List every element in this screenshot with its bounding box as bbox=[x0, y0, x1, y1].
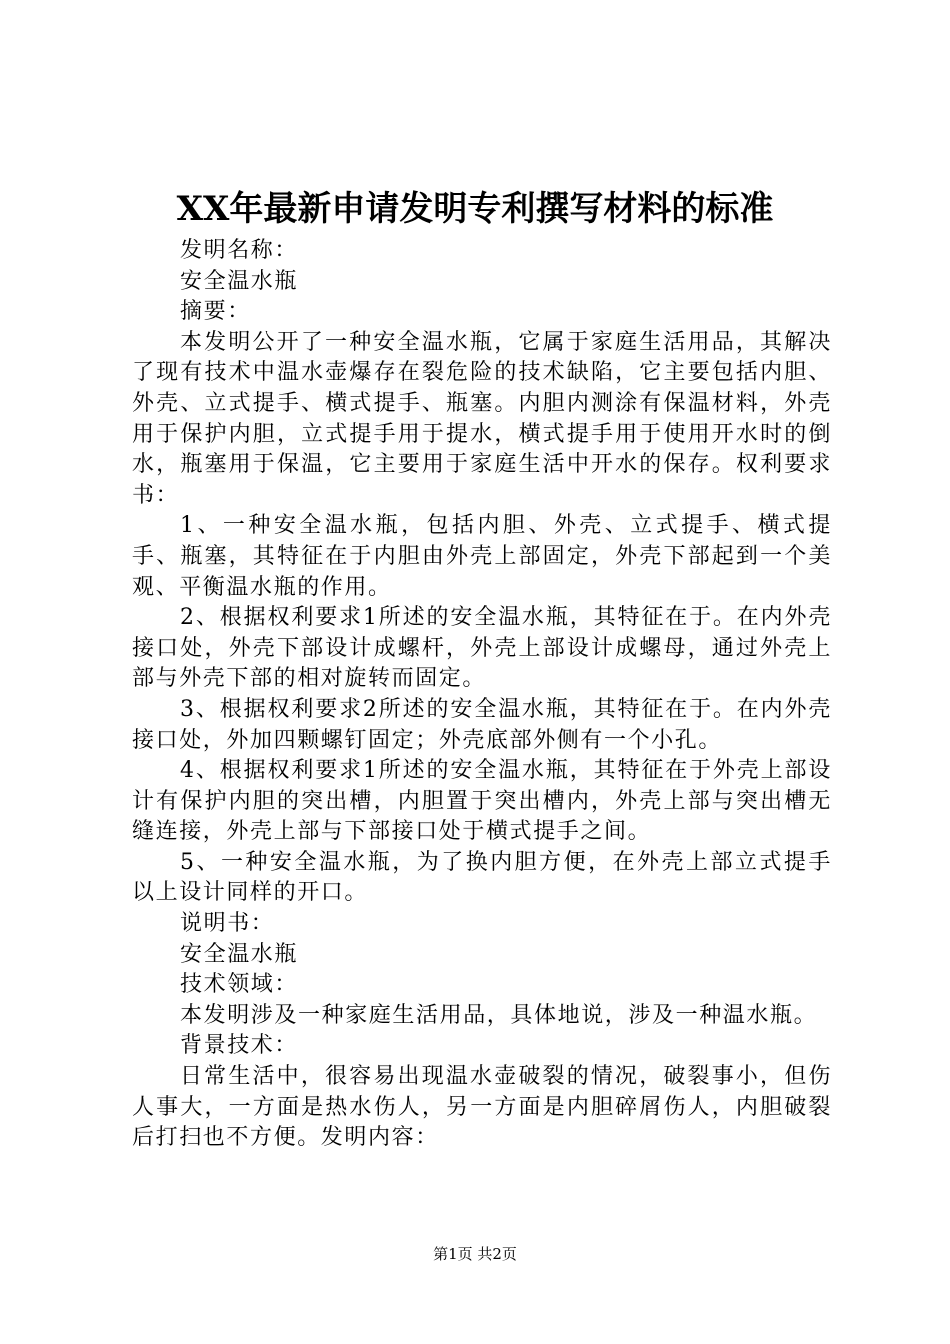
paragraph-invention-name-label: 发明名称： bbox=[180, 238, 299, 263]
paragraph-invention-name: 安全温水瓶 bbox=[180, 268, 299, 294]
paragraph-specification-label: 说明书： bbox=[180, 911, 275, 937]
paragraph-claim-4: 4、根据权利要求1所述的安全温水瓶，其特征在于外壳上部设计有保护内胆的突出槽，内胆置于突出槽内，外壳上部与突出槽无缝连接，外壳上部与下部接口处于横式提手之间。 bbox=[132, 758, 832, 845]
page-number-footer: 第1页 共2页 bbox=[433, 1245, 517, 1263]
paragraph-specification-name: 安全温水瓶 bbox=[180, 941, 299, 967]
paragraph-abstract-label: 摘要： bbox=[180, 299, 251, 325]
paragraph-background: 日常生活中，很容易出现温水壶破裂的情况，破裂事小，但伤人事大，一方面是热水伤人，另一方面是内胆碎屑伤人，内胆破裂后打扫也不方便。发明内容： bbox=[132, 1064, 832, 1151]
paragraph-claim-5: 5、一种安全温水瓶，为了换内胆方便，在外壳上部立式提手以上设计同样的开口。 bbox=[132, 849, 832, 906]
paragraph-claim-1: 1、一种安全温水瓶，包括内胆、外壳、立式提手、横式提手、瓶塞，其特征在于内胆由外壳上部固定，外壳下部起到一个美观、平衡温水瓶的作用。 bbox=[132, 513, 832, 600]
paragraph-claim-3: 3、根据权利要求2所述的安全温水瓶，其特征在于。在内外壳接口处，外加四颗螺钉固定；外壳底部外侧有一个小孔。 bbox=[132, 696, 832, 753]
paragraph-technical-field: 本发明涉及一种家庭生活用品，具体地说，涉及一种温水瓶。 bbox=[180, 1002, 818, 1028]
paragraph-background-label: 背景技术： bbox=[180, 1033, 299, 1059]
document-title: XX年最新申请发明专利撰写材料的标准 bbox=[176, 189, 774, 229]
paragraph-abstract: 本发明公开了一种安全温水瓶，它属于家庭生活用品，其解决了现有技术中温水壶爆存在裂危险的技术缺陷，它主要包括内胆、外壳、立式提手、横式提手、瓶塞。内胆内测涂有保温材料，外壳用于保护内胆，立式提手用于提水，横式提手用于使用开水时的倒水，瓶塞用于保温，它主要用于家庭生活中开水的保存。权利要求书： bbox=[132, 329, 832, 508]
document-body bbox=[132, 236, 832, 1154]
paragraph-claim-2: 2、根据权利要求1所述的安全温水瓶，其特征在于。在内外壳接口处，外壳下部设计成螺杆，外壳上部设计成螺母，通过外壳上部与外壳下部的相对旋转而固定。 bbox=[132, 605, 832, 692]
paragraph-technical-field-label: 技术领域： bbox=[180, 972, 299, 998]
